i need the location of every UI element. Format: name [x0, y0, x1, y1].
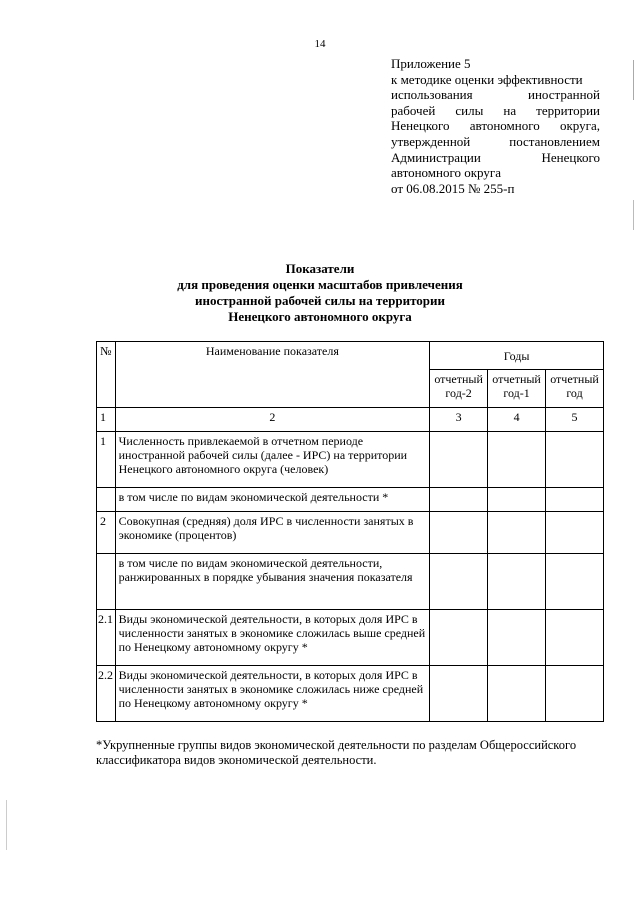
column-number: 3: [430, 408, 488, 432]
appendix-word: иностранной: [528, 87, 600, 103]
scan-artifact: [6, 800, 7, 850]
header-number: №: [97, 342, 116, 408]
appendix-word: силы: [455, 102, 484, 118]
appendix-header: [391, 56, 600, 196]
appendix-word: к методике оценки эффективности: [391, 71, 583, 87]
header-year-minus-2: отчетный год-2: [430, 370, 488, 408]
table-row: [97, 512, 604, 554]
appendix-word: территории: [536, 102, 600, 118]
row-number: 2.2: [97, 666, 116, 722]
row-indicator-name: Виды экономической деятельности, в которых доля ИРС в численности занятых в экономике сложилась выше средней по Ненецкому автономному округу *: [115, 610, 430, 666]
appendix-word: автономного: [469, 118, 540, 134]
value-cell: [546, 432, 604, 488]
appendix-line: [391, 165, 600, 181]
row-indicator-name: Численность привлекаемой в отчетном периоде иностранной рабочей силы (далее - ИРС) на территории Ненецкого автономного округа (человек): [115, 432, 430, 488]
value-cell: [546, 554, 604, 610]
row-indicator-name: в том числе по видам экономической деятельности, ранжированных в порядке убывания значения показателя: [115, 554, 430, 610]
header-reporting-year: отчетный год: [546, 370, 604, 408]
appendix-word: Ненецкого: [391, 118, 450, 134]
title-line: иностранной рабочей силы на территории: [194, 293, 446, 308]
row-indicator-name: Совокупная (средняя) доля ИРС в численности занятых в экономике (процентов): [115, 512, 430, 554]
value-cell: [488, 610, 546, 666]
value-cell: [488, 488, 546, 512]
appendix-word: на: [503, 102, 517, 118]
appendix-line: [391, 56, 600, 72]
appendix-word: Администрации: [391, 149, 481, 165]
value-cell: [488, 512, 546, 554]
appendix-word: Ненецкого: [541, 149, 600, 165]
column-number: 1: [97, 408, 116, 432]
footnote: *Укрупненные группы видов экономической деятельности по разделам Общероссийского классификатора видов экономической деятельности.: [96, 738, 577, 767]
appendix-word: от 06.08.2015 № 255-п: [391, 180, 515, 196]
column-number: 5: [546, 408, 604, 432]
indicators-table: [96, 341, 604, 722]
appendix-word: рабочей: [391, 102, 436, 118]
page-number: 14: [314, 38, 326, 50]
value-cell: [546, 488, 604, 512]
appendix-word: автономного округа: [391, 165, 501, 181]
row-indicator-name: Виды экономической деятельности, в которых доля ИРС в численности занятых в экономике сложилась ниже средней по Ненецкому автономному округу *: [115, 666, 430, 722]
appendix-word: постановлением: [509, 133, 600, 149]
appendix-word: использования: [391, 87, 473, 103]
value-cell: [430, 610, 488, 666]
value-cell: [488, 432, 546, 488]
row-number: [97, 554, 116, 610]
appendix-line: [391, 72, 600, 88]
value-cell: [430, 432, 488, 488]
value-cell: [430, 488, 488, 512]
row-number: 2: [97, 512, 116, 554]
column-number: 4: [488, 408, 546, 432]
appendix-word: округа,: [559, 118, 600, 134]
row-indicator-name: в том числе по видам экономической деятельности *: [115, 488, 430, 512]
table-row: [97, 666, 604, 722]
appendix-word: Приложение 5: [391, 56, 471, 71]
appendix-line: [391, 118, 600, 134]
header-indicator-name: Наименование показателя: [115, 342, 430, 408]
header-year-minus-1: отчетный год-1: [488, 370, 546, 408]
scan-artifact: [633, 200, 634, 230]
value-cell: [430, 512, 488, 554]
table-row: [97, 432, 604, 488]
value-cell: [488, 554, 546, 610]
appendix-line: [391, 181, 600, 197]
document-title: [0, 261, 640, 325]
value-cell: [430, 554, 488, 610]
row-number: 1: [97, 432, 116, 488]
row-number: [97, 488, 116, 512]
title-line: Ненецкого автономного округа: [228, 309, 412, 324]
table-row: [97, 554, 604, 610]
appendix-line: [391, 134, 600, 150]
row-number: 2.1: [97, 610, 116, 666]
value-cell: [430, 666, 488, 722]
appendix-line: [391, 87, 600, 103]
header-years: Годы: [430, 342, 604, 370]
value-cell: [546, 610, 604, 666]
scan-artifact: [633, 60, 634, 100]
appendix-line: [391, 103, 600, 119]
column-numbers-row: [97, 408, 604, 432]
value-cell: [546, 512, 604, 554]
appendix-word: утвержденной: [391, 133, 471, 149]
table-row: [97, 610, 604, 666]
table-row: [97, 488, 604, 512]
column-number: 2: [115, 408, 430, 432]
title-line: для проведения оценки масштабов привлечения: [177, 277, 463, 292]
appendix-line: [391, 150, 600, 166]
value-cell: [488, 666, 546, 722]
value-cell: [546, 666, 604, 722]
title-line: Показатели: [285, 261, 355, 276]
